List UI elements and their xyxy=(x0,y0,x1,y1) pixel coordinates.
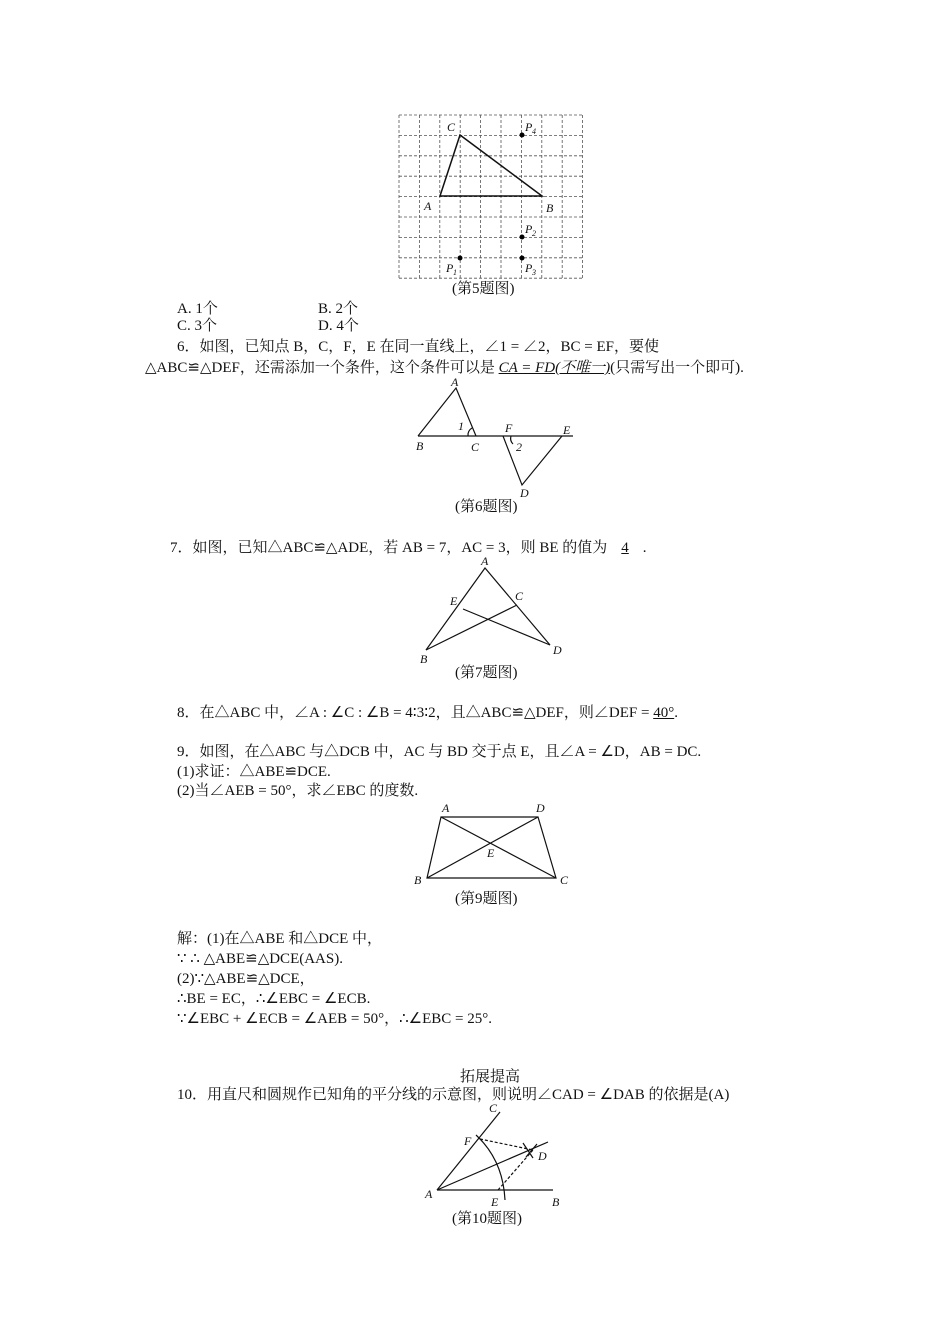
question-7-end: . xyxy=(642,540,647,556)
option-a: A. 1个 xyxy=(177,301,218,317)
svg-text:A: A xyxy=(442,801,450,815)
svg-text:C: C xyxy=(560,873,569,887)
svg-text:1: 1 xyxy=(458,419,464,433)
solution-line: ∴BE = EC，∴∠EBC = ∠ECB. xyxy=(177,991,371,1007)
svg-text:1: 1 xyxy=(453,268,457,277)
svg-text:C: C xyxy=(515,589,524,603)
figure-5-caption: (第5题图) xyxy=(452,281,515,297)
solution-line: (2)∵△ABE≌△DCE， xyxy=(177,971,315,987)
svg-text:F: F xyxy=(464,1134,472,1148)
svg-text:P: P xyxy=(446,261,454,275)
svg-text:C: C xyxy=(489,1101,498,1115)
svg-text:B: B xyxy=(552,1195,560,1209)
figure-6 xyxy=(416,375,573,500)
figure-9-caption: (第9题图) xyxy=(455,891,518,907)
solution-line: 解：(1)在△ABE 和△DCE 中， xyxy=(177,931,382,947)
svg-text:D: D xyxy=(538,1149,547,1163)
question-6-note: (只需写出一个即可). xyxy=(610,360,744,376)
solution-line: ∵∠EBC + ∠ECB = ∠AEB = 50°，∴∠EBC = 25°. xyxy=(177,1011,492,1027)
svg-text:P: P xyxy=(525,120,533,134)
question-6-line1: 6．如图，已知点 B，C，F，E 在同一直线上，∠1 = ∠2，BC = EF，要使 xyxy=(177,339,659,355)
question-7-text: 7．如图，已知△ABC≌△ADE，若 AB = 7，AC = 3，则 BE 的值为 xyxy=(170,540,608,556)
svg-text:E: E xyxy=(563,423,571,437)
question-6-answer: CA = FD(不唯一) xyxy=(498,360,611,376)
question-9-line1: 9．如图，在△ABC 与△DCB 中，AC 与 BD 交于点 E，且∠A = ∠D，AB = DC. xyxy=(177,744,702,760)
svg-text:D: D xyxy=(553,643,562,657)
question-6-line2 xyxy=(145,359,744,377)
question-10: 10．用直尺和圆规作已知角的平分线的示意图，则说明∠CAD = ∠DAB 的依据是(A) xyxy=(177,1087,730,1103)
option-b: B. 2个 xyxy=(318,301,359,317)
svg-text:D: D xyxy=(536,801,545,815)
question-7 xyxy=(170,539,647,557)
svg-text:D: D xyxy=(520,486,529,500)
svg-text:B: B xyxy=(420,652,428,666)
option-d: D. 4个 xyxy=(318,318,359,334)
svg-text:A: A xyxy=(425,1187,433,1201)
svg-text:F: F xyxy=(505,421,513,435)
figure-5-triangle xyxy=(423,120,554,277)
question-6-text: △ABC≌△DEF，还需添加一个条件，这个条件可以是 xyxy=(145,360,499,376)
figure-6-caption: (第6题图) xyxy=(455,499,518,515)
figure-10 xyxy=(424,1101,560,1209)
svg-text:2: 2 xyxy=(516,440,522,454)
figure-7-caption: (第7题图) xyxy=(455,665,518,681)
section-heading: 拓展提高 xyxy=(460,1069,521,1085)
svg-text:P: P xyxy=(525,261,533,275)
svg-text:4: 4 xyxy=(532,127,536,136)
svg-text:E: E xyxy=(491,1195,499,1209)
svg-text:E: E xyxy=(450,594,458,608)
svg-text:B: B xyxy=(416,439,424,453)
option-c: C. 3个 xyxy=(177,318,218,334)
svg-text:E: E xyxy=(487,846,495,860)
question-8-answer: 40° xyxy=(653,705,675,721)
svg-text:A: A xyxy=(424,199,432,213)
svg-text:P: P xyxy=(525,222,533,236)
question-8 xyxy=(177,704,678,722)
figure-9 xyxy=(414,801,569,887)
svg-text:3: 3 xyxy=(532,268,536,277)
question-8-text: 8．在△ABC 中，∠A : ∠C : ∠B = 4∶3∶2，且△ABC≌△DEF，则∠DEF = xyxy=(177,705,654,721)
solution-line: ∵ ∴ △ABE≌△DCE(AAS). xyxy=(177,951,343,967)
svg-text:A: A xyxy=(451,375,459,389)
question-9-line3: (2)当∠AEB = 50°，求∠EBC 的度数. xyxy=(177,783,419,799)
svg-text:2: 2 xyxy=(532,229,536,238)
question-8-end: . xyxy=(674,705,678,721)
svg-text:B: B xyxy=(546,201,554,215)
figure-7 xyxy=(420,554,562,666)
svg-text:C: C xyxy=(471,440,480,454)
figure-10-caption: (第10题图) xyxy=(452,1211,522,1227)
question-7-answer: 4 xyxy=(621,540,629,556)
question-9-line2: (1)求证：△ABE≌DCE. xyxy=(177,764,331,780)
svg-text:C: C xyxy=(447,120,456,134)
svg-text:B: B xyxy=(414,873,422,887)
svg-text:A: A xyxy=(481,554,489,568)
